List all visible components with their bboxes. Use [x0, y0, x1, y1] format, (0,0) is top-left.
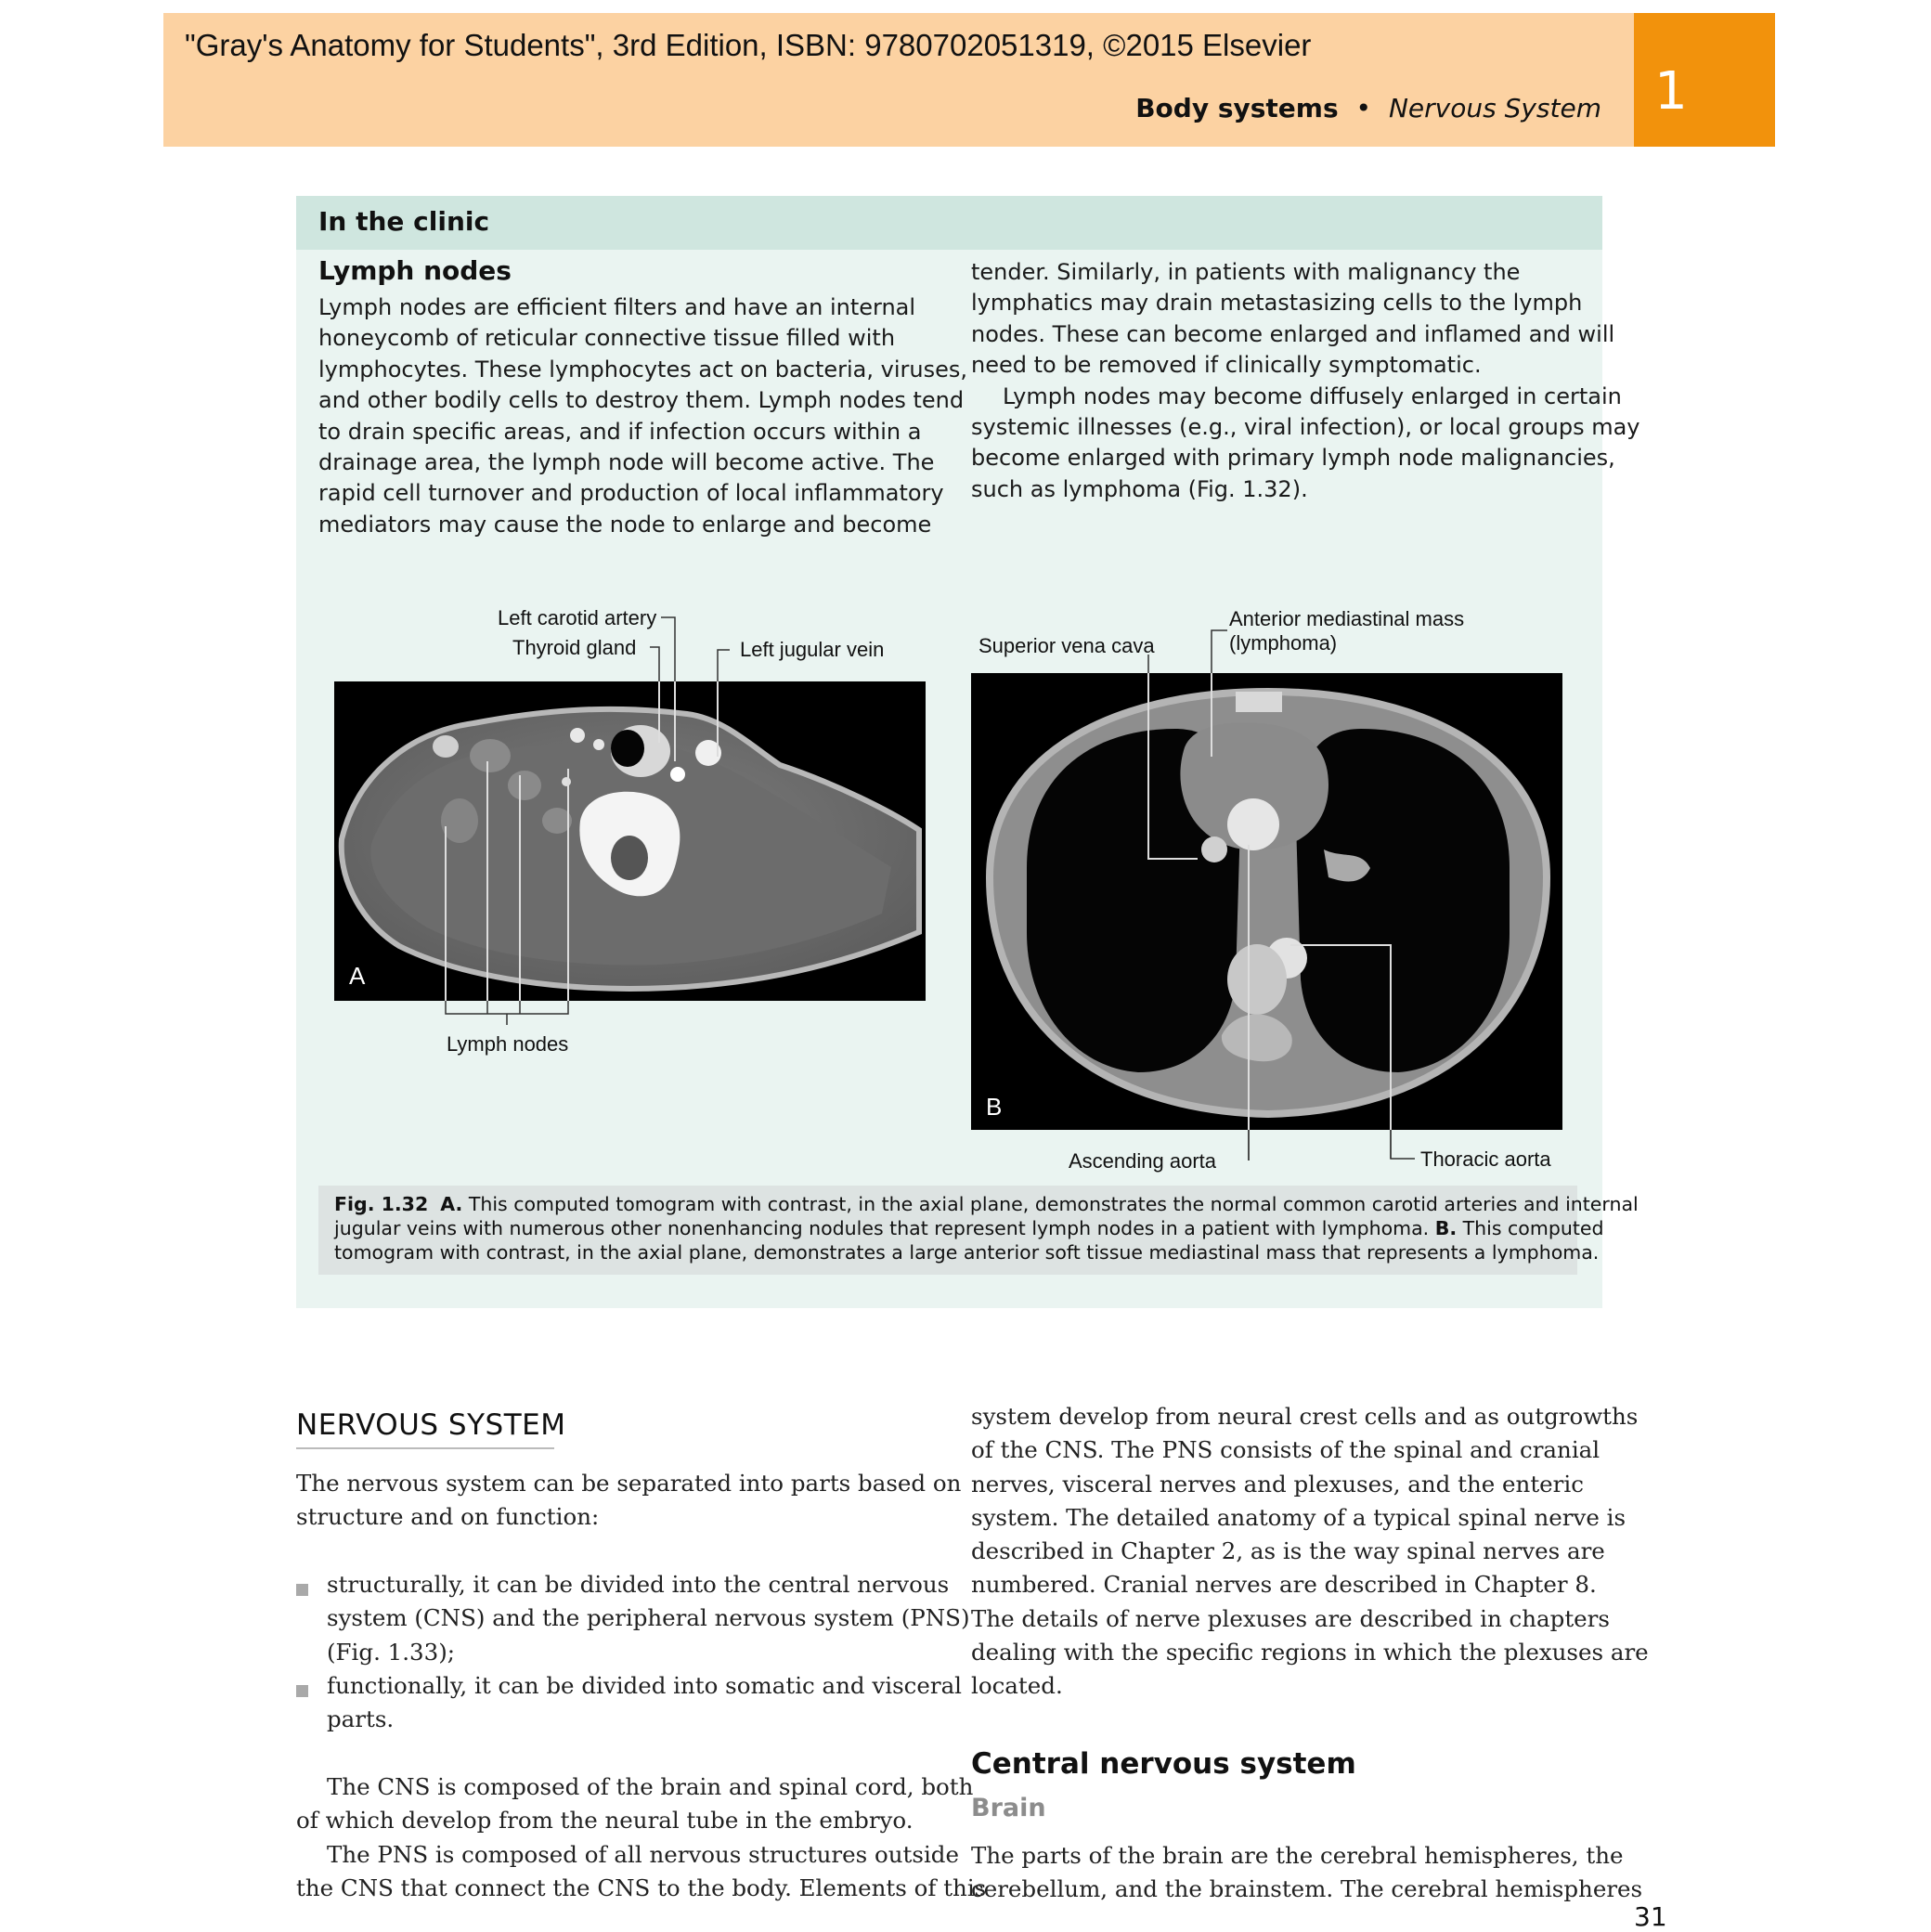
text-line: (Fig. 1.33);	[327, 1638, 456, 1666]
heading-underline	[296, 1447, 554, 1449]
caption-line-1	[334, 1192, 1639, 1216]
label-left-jugular-vein: Left jugular vein	[740, 638, 885, 661]
text-line: system (CNS) and the peripheral nervous system (PNS)	[327, 1604, 970, 1632]
text-line: dealing with the specific regions in which the plexuses are	[971, 1639, 1649, 1666]
intro-paragraph	[296, 1467, 961, 1535]
clinic-box-title: In the clinic	[318, 206, 490, 237]
text-line: cerebellum, and the brainstem. The cerebral hemispheres	[971, 1875, 1643, 1903]
text-line: numbered. Cranial nerves are described in Chapter 8.	[971, 1571, 1597, 1599]
bullet-marker	[296, 1584, 308, 1596]
label-thoracic-aorta: Thoracic aorta	[1420, 1148, 1551, 1171]
panel-letter-b: B	[986, 1093, 1003, 1121]
caption-part-a: A.	[440, 1193, 463, 1215]
subsection-name: Nervous System	[1388, 93, 1601, 123]
label-left-carotid-artery: Left carotid artery	[498, 606, 657, 629]
clinic-subtitle: Lymph nodes	[318, 255, 512, 286]
bullet-item-functional	[327, 1669, 962, 1737]
text-line: Lymph nodes may become diffusely enlarged in certain	[1003, 383, 1622, 409]
text-line: system. The detailed anatomy of a typical spinal nerve is	[971, 1503, 1626, 1531]
text-line: drainage area, the lymph node will become active. The	[318, 449, 935, 476]
text-line: become enlarged with primary lymph node malignancies,	[971, 445, 1615, 472]
subsection-heading: Central nervous system	[971, 1747, 1356, 1781]
figure-caption	[334, 1192, 1639, 1264]
text-line: rapid cell turnover and production of local inflammatory	[318, 480, 944, 507]
paragraph-cns	[296, 1770, 973, 1838]
brain-paragraph	[971, 1839, 1642, 1907]
text-line: located.	[971, 1672, 1063, 1700]
text-line: of the CNS. The PNS consists of the spinal and cranial	[971, 1436, 1601, 1464]
text-line: structure and on function:	[296, 1503, 600, 1531]
page-number: 31	[1634, 1901, 1667, 1932]
label-thyroid-gland: Thyroid gland	[512, 636, 637, 659]
label-lymphoma: (lymphoma)	[1229, 631, 1338, 655]
text-line: such as lymphoma (Fig. 1.32).	[971, 475, 1308, 502]
text-line: described in Chapter 2, as is the way spinal nerves are	[971, 1537, 1605, 1565]
text-line: parts.	[327, 1705, 395, 1733]
text-line: system develop from neural crest cells and as outgrowths	[971, 1403, 1639, 1430]
body-column-2	[971, 1400, 1649, 1704]
text-line: structurally, it can be divided into the central nervous	[327, 1571, 950, 1598]
text-line: to drain specific areas, and if infection occurs within a	[318, 418, 922, 445]
text-line: Lymph nodes are efficient filters and have an internal	[318, 294, 916, 320]
text-line: The nervous system can be separated into parts based on	[296, 1470, 962, 1497]
text-line: systemic illnesses (e.g., viral infection), or local groups may	[971, 414, 1640, 441]
panel-letter-a: A	[349, 962, 366, 990]
text-line: nodes. These can become enlarged and inflamed and will	[971, 320, 1615, 347]
section-separator: •	[1355, 93, 1372, 123]
caption-text: jugular veins with numerous other nonenhancing nodules that represent lymph nodes in a patient with lymphoma.	[334, 1217, 1435, 1239]
book-citation: "Gray's Anatomy for Students", 3rd Edition, ISBN: 9780702051319, ©2015 Elsevier	[185, 28, 1312, 62]
label-superior-vena-cava: Superior vena cava	[978, 634, 1155, 657]
sub-subsection-heading: Brain	[971, 1794, 1046, 1822]
text-line: The details of nerve plexuses are described in chapters	[971, 1604, 1610, 1632]
bullet-marker	[296, 1685, 308, 1697]
text-line: nerves, visceral nerves and plexuses, and the enteric	[971, 1470, 1584, 1498]
paragraph-pns	[296, 1838, 986, 1906]
caption-text: This computed	[1457, 1217, 1604, 1239]
text-line: lymphatics may drain metastasizing cells to the lymph	[971, 290, 1583, 317]
text-line: the CNS that connect the CNS to the body. Elements of this	[296, 1874, 987, 1902]
figure-label: Fig. 1.32	[334, 1193, 429, 1215]
text-line: mediators may cause the node to enlarge and become	[318, 511, 932, 538]
text-line: The PNS is composed of all nervous structures outside	[327, 1841, 959, 1868]
text-line: The parts of the brain are the cerebral hemispheres, the	[971, 1842, 1624, 1869]
label-lymph-nodes: Lymph nodes	[447, 1032, 569, 1056]
label-ascending-aorta: Ascending aorta	[1069, 1149, 1216, 1173]
text-line: of which develop from the neural tube in the embryo.	[296, 1807, 914, 1835]
caption-line-2	[334, 1216, 1639, 1240]
section-heading: NERVOUS SYSTEM	[296, 1408, 566, 1442]
section-name: Body systems	[1135, 93, 1339, 123]
text-line: need to be removed if clinically symptomatic.	[971, 352, 1482, 379]
caption-line-3: tomogram with contrast, in the axial plane, demonstrates a large anterior soft tissue mediastinal mass that represents a lymphoma.	[334, 1241, 1600, 1264]
text-line: tender. Similarly, in patients with malignancy the	[971, 259, 1521, 285]
text-line: honeycomb of reticular connective tissue filled with	[318, 325, 896, 352]
text-line: functionally, it can be divided into somatic and visceral	[327, 1672, 963, 1699]
bullet-item-structural	[327, 1568, 970, 1669]
label-anterior-mediastinal-mass: Anterior mediastinal mass	[1229, 607, 1465, 630]
text-line: lymphocytes. These lymphocytes act on bacteria, viruses,	[318, 356, 967, 383]
text-line: and other bodily cells to destroy them. Lymph nodes tend	[318, 387, 965, 414]
caption-text: This computed tomogram with contrast, in the axial plane, demonstrates the normal common carotid arteries and internal	[462, 1193, 1639, 1215]
caption-part-b: B.	[1434, 1217, 1458, 1239]
chapter-number: 1	[1654, 61, 1688, 122]
text-line: The CNS is composed of the brain and spinal cord, both	[327, 1773, 974, 1800]
